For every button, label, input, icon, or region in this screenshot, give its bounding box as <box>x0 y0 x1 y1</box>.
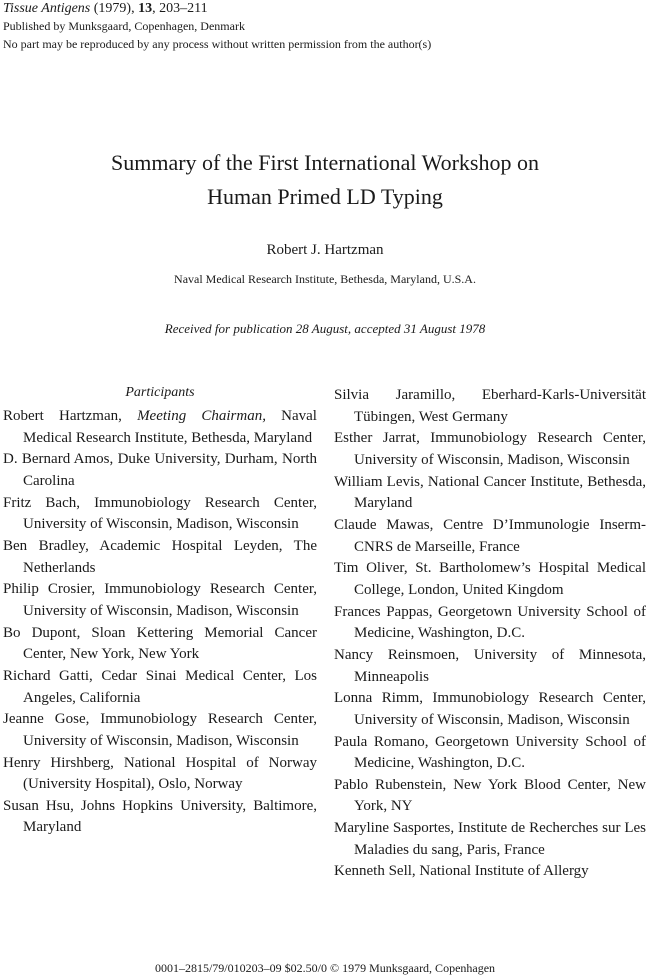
participants-right-column <box>334 385 646 883</box>
participant-entry: Nancy Reinsmoen, University of Minnesota, Minneapolis <box>334 646 646 685</box>
journal-citation <box>3 0 208 17</box>
participant-entry: Claude Mawas, Centre D’Immunologie Inserm-CNRS de Marseille, France <box>334 516 646 555</box>
meeting-chairman-note: Meeting Chairman, <box>137 408 266 424</box>
participant-entry: Paula Romano, Georgetown University School of Medicine, Washington, D.C. <box>334 733 646 772</box>
participant-entry: Fritz Bach, Immunobiology Research Center, University of Wisconsin, Madison, Wisconsin <box>3 494 317 533</box>
participant-entry: Pablo Rubenstein, New York Blood Center, New York, NY <box>334 776 646 815</box>
article-author: Robert J. Hartzman <box>266 242 384 258</box>
publisher-line: Published by Munksgaard, Copenhagen, Denmark <box>3 19 245 33</box>
participant-entry: William Levis, National Cancer Institute, Bethesda, Maryland <box>334 473 646 512</box>
journal-pages: , 203–211 <box>152 1 208 16</box>
participant-entry: Robert Hartzman, Meeting Chairman, Naval Medical Research Institute, Bethesda, Maryland <box>3 408 317 446</box>
participant-entry: Frances Pappas, Georgetown University School of Medicine, Washington, D.C. <box>334 603 646 642</box>
journal-name: Tissue Antigens <box>3 1 91 16</box>
rights-notice: No part may be reproduced by any process without written permission from the author(s) <box>3 37 432 51</box>
participant-entry: Silvia Jaramillo, Eberhard-Karls-Universität Tübingen, West Germany <box>334 387 646 425</box>
article-title-line-2: Human Primed LD Typing <box>207 184 443 209</box>
received-date: Received for publication 28 August, accepted 31 August 1978 <box>164 321 486 336</box>
author-affiliation: Naval Medical Research Institute, Bethesda, Maryland, U.S.A. <box>174 272 476 286</box>
participant-entry: Jeanne Gose, Immunobiology Research Center, University of Wisconsin, Madison, Wisconsin <box>3 711 317 749</box>
participant-entry: Lonna Rimm, Immunobiology Research Center, University of Wisconsin, Madison, Wisconsin <box>334 690 646 728</box>
participant-entry: Susan Hsu, Johns Hopkins University, Baltimore, Maryland <box>3 797 317 836</box>
copyright-footer: 0001–2815/79/010203–09 $02.50/0 © 1979 Munksgaard, Copenhagen <box>154 961 496 975</box>
participant-entry: Philip Crosier, Immunobiology Research Center, University of Wisconsin, Madison, Wisconsin <box>3 581 317 619</box>
participant-entry: Bo Dupont, Sloan Kettering Memorial Cancer Center, New York, New York <box>3 624 317 663</box>
participant-entry: Tim Oliver, St. Bartholomew’s Hospital Medical College, London, United Kingdom <box>334 560 646 598</box>
journal-volume: 13 <box>138 1 153 16</box>
participants-left-column <box>3 406 317 839</box>
participant-entry: Kenneth Sell, National Institute of Allergy <box>334 863 589 880</box>
article-title-line-1: Summary of the First International Workshop on <box>111 150 539 175</box>
participant-entry: Richard Gatti, Cedar Sinai Medical Center, Los Angeles, California <box>3 667 317 706</box>
participant-entry: Esther Jarrat, Immunobiology Research Center, University of Wisconsin, Madison, Wisconsin <box>334 430 646 468</box>
participant-entry: D. Bernard Amos, Duke University, Durham, North Carolina <box>3 451 317 489</box>
participant-entry: Ben Bradley, Academic Hospital Leyden, The Netherlands <box>3 537 317 576</box>
participants-heading: Participants <box>125 385 195 400</box>
participant-entry: Henry Hirshberg, National Hospital of Norway (University Hospital), Oslo, Norway <box>3 754 317 793</box>
participant-entry: Maryline Sasportes, Institute de Recherches sur Les Maladies du sang, Paris, France <box>334 820 646 858</box>
journal-year: (1979), <box>93 1 135 16</box>
